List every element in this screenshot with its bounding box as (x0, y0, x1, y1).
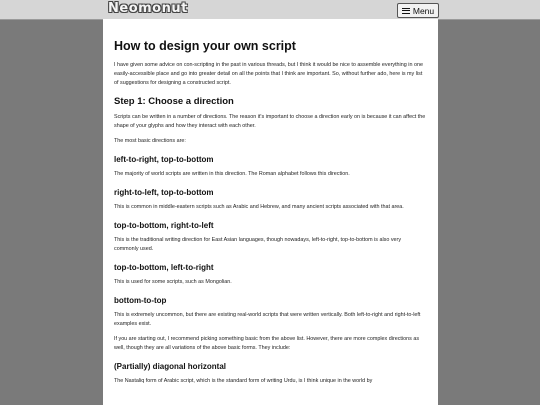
page-title: How to design your own script (114, 39, 296, 53)
top-nav-bar (0, 0, 540, 20)
direction-text-btt: This is extremely uncommon, but there are existing real-world scripts that were written vertically. Both left-to-right and right-to-left examples exist. (114, 312, 421, 327)
site-logo[interactable]: Neomonut (108, 1, 188, 16)
menu-button-label: Menu (412, 5, 435, 16)
intro-paragraph: I have given some advice on con-scripting in the past in various threads, but I think it would be nice to assemble everything in one easily-accessible place and go into greater detail on all the points that I think are important. So, without further ado, here is my list of suggestions for designing a constructed script. (114, 62, 423, 86)
direction-heading-ttb-ltr: top-to-bottom, left-to-right (114, 263, 214, 272)
direction-heading-diagonal: (Partially) diagonal horizontal (114, 362, 227, 371)
article-page (103, 19, 438, 405)
menu-button[interactable] (397, 3, 439, 18)
direction-heading-ttb-rtl: top-to-bottom, right-to-left (114, 221, 214, 230)
direction-text-diagonal: The Nastaliq form of Arabic script, which is the standard form of writing Urdu, is I think unique in the world by (114, 378, 373, 384)
complex-directions-paragraph: If you are starting out, I recommend picking something basic from the above list. However, there are more complex directions as well, though they are all variations of the above basic forms. They include: (114, 336, 420, 351)
direction-text-rtl-ttb: This is common in middle-eastern scripts such as Arabic and Hebrew, and many ancient scripts associated with that area. (114, 204, 404, 210)
direction-heading-rtl-ttb: right-to-left, top-to-bottom (114, 188, 214, 197)
step1-heading: Step 1: Choose a direction (114, 96, 234, 107)
direction-text-ttb-rtl: This is the traditional writing direction for East Asian languages, though nowadays, left-to-right, top-to-bottom is also very commonly used. (114, 237, 402, 252)
direction-text-ltr-ttb: The majority of world scripts are written in this direction. The Roman alphabet follows this direction. (114, 171, 350, 177)
direction-text-ttb-ltr: This is used for some scripts, such as Mongolian. (114, 279, 232, 285)
direction-heading-btt: bottom-to-top (114, 296, 167, 305)
direction-heading-ltr-ttb: left-to-right, top-to-bottom (114, 155, 214, 164)
step1-list-intro: The most basic directions are: (114, 138, 186, 144)
hamburger-icon (402, 6, 410, 15)
step1-paragraph: Scripts can be written in a number of directions. The reason it's important to choose a direction early on is because it can affect the shape of your glyphs and how they interact with each other. (114, 114, 426, 129)
